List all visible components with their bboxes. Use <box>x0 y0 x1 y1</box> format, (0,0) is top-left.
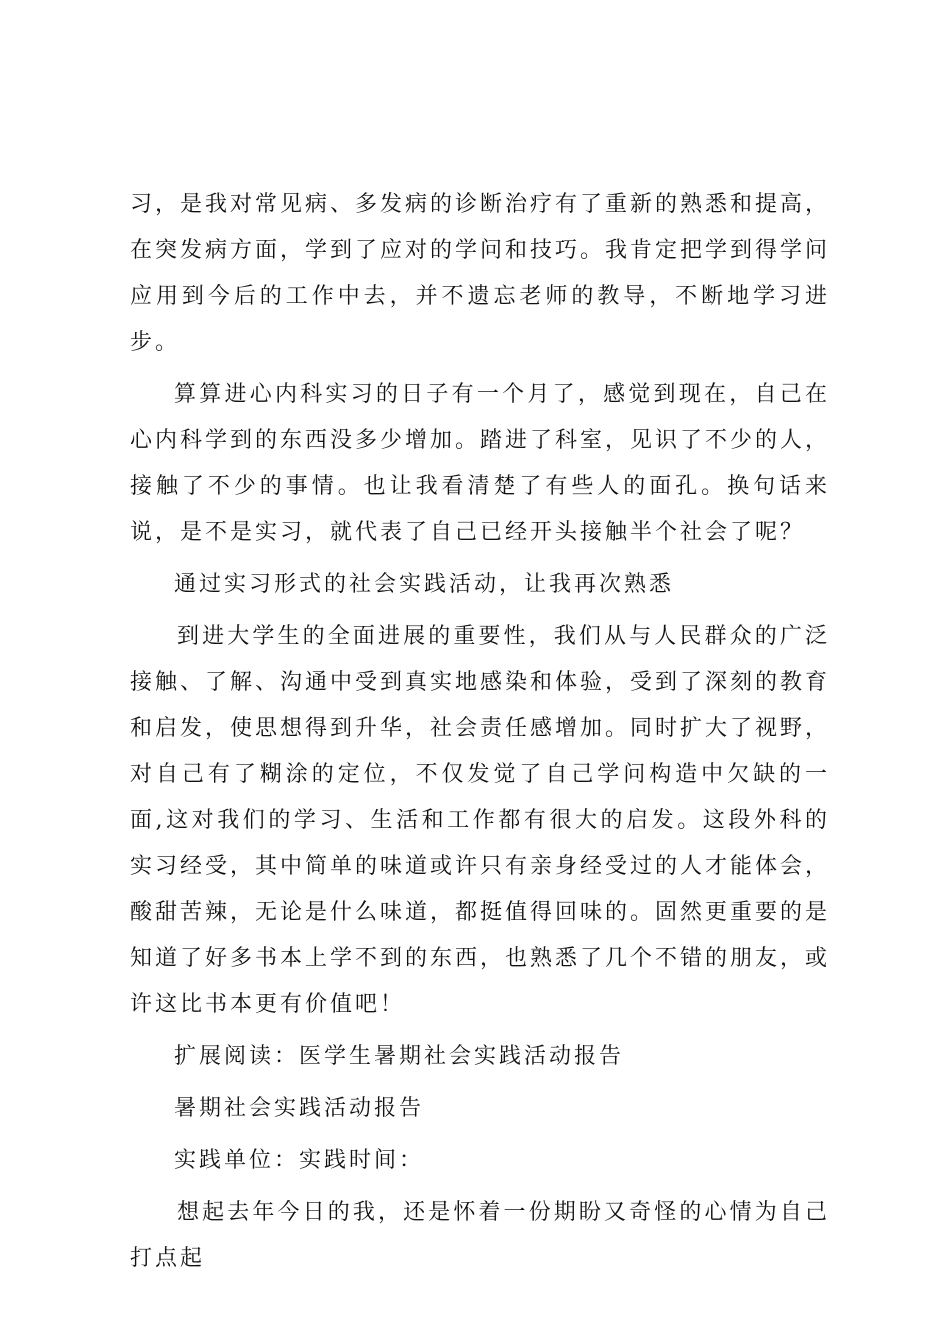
paragraph-1: 习，是我对常见病、多发病的诊断治疗有了重新的熟悉和提高，在突发病方面，学到了应对的学问和技巧。我肯定把学到得学问应用到今后的工作中去，并不遗忘老师的教导，不断地学习进步。 <box>130 192 831 355</box>
document-body <box>130 182 830 1282</box>
paragraph-7-practice-info: 实践单位：实践时间： <box>174 1148 425 1173</box>
paragraph-3: 通过实习形式的社会实践活动，让我再次熟悉 <box>174 572 675 597</box>
paragraph-8: 想起去年今日的我，还是怀着一份期盼又奇怪的心情为自己打点起 <box>130 1200 830 1271</box>
paragraph-4: 到进大学生的全面进展的重要性，我们从与人民群众的广泛接触、了解、沟通中受到真实地感染和体验，受到了深刻的教育和启发，使思想得到升华，社会责任感增加。同时扩大了视野，对自己有了糊涂的定位，不仅发觉了自己学问构造中欠缺的一面,这对我们的学习、生活和工作都有很大的启发。这段外科的实习经受，其中简单的味道或许只有亲身经受过的人才能体会，酸甜苦辣，无论是什么味道，都挺值得回味的。固然更重要的是知道了好多书本上学不到的东西，也熟悉了几个不错的朋友，或许这比书本更有价值吧！ <box>130 624 831 1017</box>
paragraph-6-report-title: 暑期社会实践活动报告 <box>174 1096 425 1121</box>
paragraph-2: 算算进心内科实习的日子有一个月了，感觉到现在，自己在心内科学到的东西没多少增加。踏进了科室，见识了不少的人，接触了不少的事情。也让我看清楚了有些人的面孔。换句话来说，是不是实习，就代表了自己已经开头接触半个社会了呢？ <box>130 382 831 545</box>
paragraph-5-extended-reading: 扩展阅读：医学生暑期社会实践活动报告 <box>174 1044 625 1069</box>
